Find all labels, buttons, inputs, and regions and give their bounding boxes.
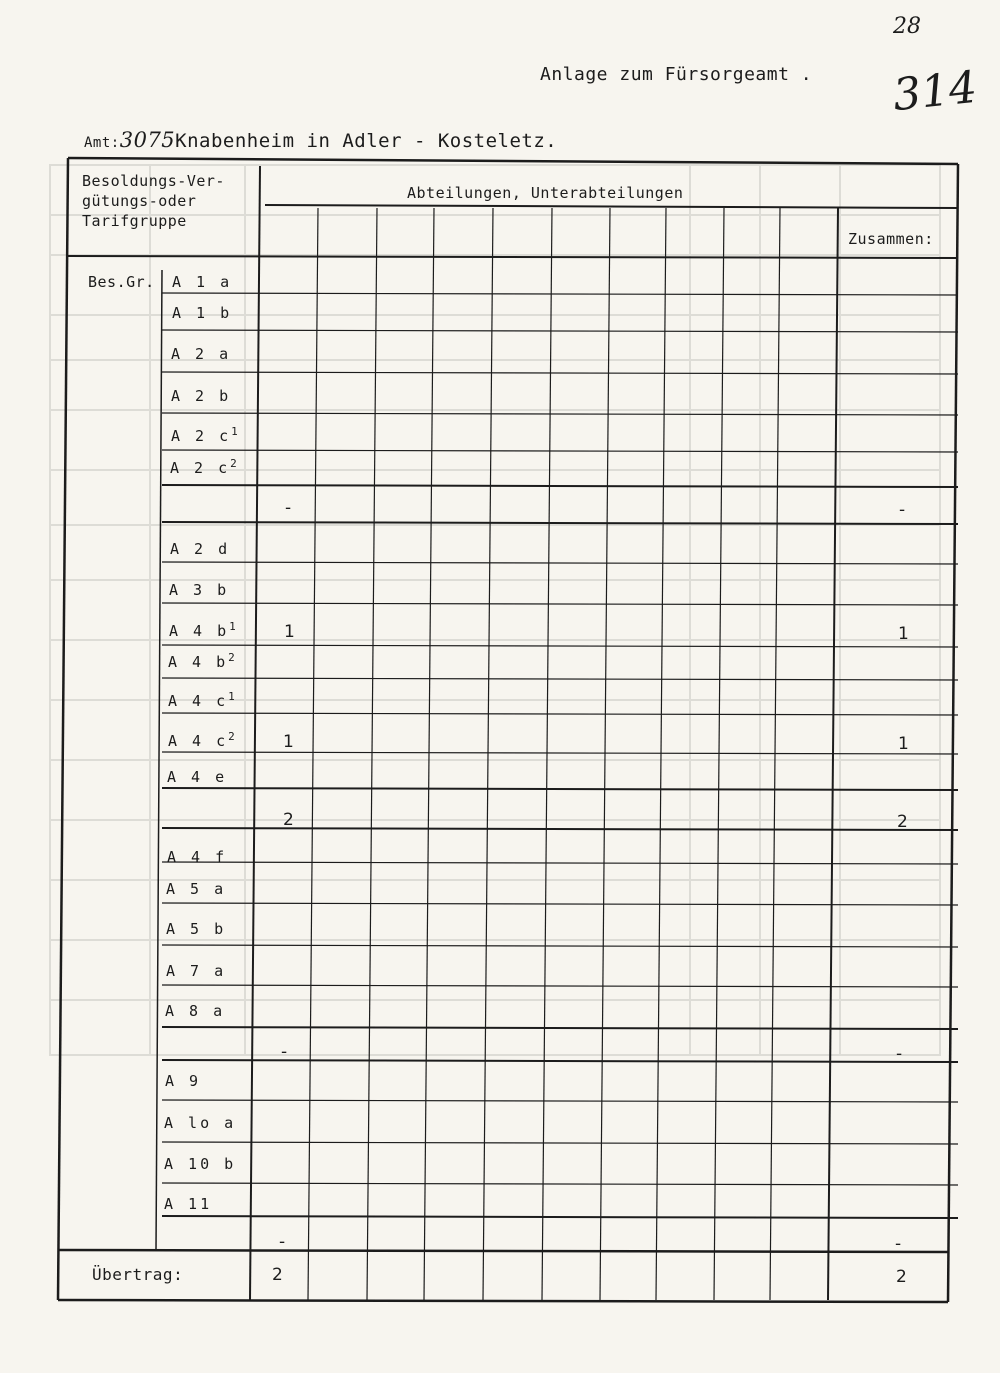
footer-total-value: 2 — [896, 1267, 907, 1287]
pay-group-label — [168, 690, 235, 710]
label-column-rule — [250, 166, 260, 1300]
pay-group-code: A 11 — [164, 1195, 213, 1213]
department-column-rule — [424, 208, 434, 1300]
pay-group-code: A 4 e — [167, 768, 228, 786]
amt-number: 3075 — [119, 128, 176, 152]
pay-group-code: A 10 b — [164, 1155, 237, 1173]
table-row-rule — [162, 678, 958, 680]
table-row-rule — [162, 1183, 958, 1185]
table-row-rule — [162, 1100, 958, 1102]
outer-border-left — [58, 158, 68, 1300]
header-total: Zusammen: — [848, 230, 934, 248]
pay-group-superscript: 1 — [229, 620, 236, 633]
first-department-value: - — [285, 498, 292, 518]
total-value: 2 — [897, 812, 908, 832]
total-value: - — [895, 1234, 902, 1254]
pay-group-code: A 2 b — [171, 387, 232, 405]
total-value: 1 — [898, 624, 909, 644]
table-row-rule — [162, 945, 958, 947]
department-column-rule — [483, 208, 493, 1300]
table-row-rule — [162, 485, 958, 487]
table-row-rule — [162, 862, 958, 864]
table-row-rule — [162, 372, 958, 374]
pay-group-label — [165, 1072, 201, 1090]
pay-group-code: A 4 b — [168, 653, 229, 671]
pay-group-code: A 5 a — [166, 880, 227, 898]
table-row-rule — [162, 562, 958, 564]
pay-group-code: A 2 d — [170, 540, 231, 558]
pay-group-label — [164, 1155, 236, 1173]
pay-group-superscript: 1 — [231, 425, 238, 438]
pay-group-label — [169, 620, 236, 640]
total-value: - — [899, 500, 906, 520]
table-row-rule — [162, 1142, 958, 1144]
table-row-rule — [162, 603, 958, 605]
footer-rule — [59, 1250, 949, 1252]
header-rule-abt — [265, 205, 958, 208]
footer-label: Übertrag: — [92, 1265, 184, 1284]
pay-group-label — [168, 651, 235, 671]
header-departments: Abteilungen, Unterabteilungen — [407, 184, 684, 202]
department-column-rule — [600, 208, 610, 1300]
pay-group-code: A 4 c — [168, 732, 229, 750]
group-label: Bes.Gr. — [88, 273, 155, 291]
pay-group-code: A 7 a — [166, 962, 227, 980]
total-value: - — [896, 1044, 903, 1064]
pay-group-label — [172, 304, 232, 322]
pay-group-label — [164, 1195, 212, 1213]
page-number: 28 — [893, 14, 921, 39]
amt-prefix: Amt: — [84, 135, 120, 151]
pay-group-code: A 4 c — [168, 692, 229, 710]
pay-group-superscript: 2 — [230, 457, 237, 470]
department-column-rule — [367, 208, 377, 1300]
table-row-rule — [162, 1027, 958, 1029]
pay-group-code: A lo a — [164, 1114, 237, 1132]
table-row-rule — [162, 645, 958, 647]
first-department-value: - — [279, 1232, 286, 1252]
pay-group-superscript: 2 — [228, 651, 235, 664]
annex-title: Anlage zum Fürsorgeamt . — [540, 64, 813, 85]
pay-group-code: A 8 a — [165, 1002, 226, 1020]
table-row-rule — [162, 713, 958, 715]
pay-group-code: A 2 c — [170, 459, 231, 477]
pay-group-code: A 3 b — [169, 581, 230, 599]
office-line — [84, 128, 557, 152]
pay-group-label — [169, 581, 229, 599]
footer-first-value: 2 — [272, 1265, 283, 1285]
first-department-value: - — [281, 1042, 288, 1062]
pay-group-label — [166, 920, 226, 938]
department-column-rule — [542, 208, 552, 1300]
total-value: 1 — [898, 734, 909, 754]
pay-group-code: A 2 c — [171, 427, 232, 445]
outer-border-right — [948, 164, 958, 1302]
header-rule-bottom — [68, 256, 958, 258]
first-department-value: 1 — [283, 732, 294, 752]
pay-group-code: A 4 b — [169, 622, 230, 640]
pay-group-code: A 1 b — [172, 304, 233, 322]
pay-group-label — [167, 848, 227, 866]
pay-group-code: A 1 a — [172, 273, 233, 291]
pay-group-superscript: 1 — [228, 690, 235, 703]
table-row-rule — [162, 522, 958, 524]
pay-group-code: A 9 — [165, 1072, 202, 1090]
amt-name: Knabenheim in Adler - Kosteletz. — [175, 130, 558, 152]
pay-group-code: A 4 f — [167, 848, 228, 866]
archive-stamp: 314 — [890, 61, 980, 122]
header-pay-group: Besoldungs-Ver- gütungs-oder Tarifgruppe — [82, 172, 225, 230]
table-row-rule — [162, 293, 958, 295]
pay-group-label — [168, 730, 235, 750]
table-row-rule — [162, 330, 958, 332]
table-row-rule — [162, 1216, 958, 1218]
pay-group-label — [171, 345, 231, 363]
pay-group-label — [170, 540, 230, 558]
pay-group-label — [164, 1114, 236, 1132]
first-department-value: 1 — [284, 622, 295, 642]
table-row-rule — [162, 903, 958, 905]
first-department-value: 2 — [283, 810, 294, 830]
outer-border-bottom — [58, 1300, 948, 1302]
department-column-rule — [656, 208, 666, 1300]
table-row-rule — [162, 828, 958, 830]
table-row-rule — [162, 450, 958, 452]
pay-group-label — [171, 387, 231, 405]
pay-group-label — [166, 880, 226, 898]
table-row-rule — [162, 788, 958, 790]
group-column-rule — [156, 270, 162, 1250]
pay-group-label — [165, 1002, 225, 1020]
table-row-rule — [162, 985, 958, 987]
pay-group-label — [172, 273, 232, 291]
pay-group-label — [170, 457, 237, 477]
pay-group-label — [166, 962, 226, 980]
pay-group-code: A 2 a — [171, 345, 232, 363]
pay-group-label — [171, 425, 238, 445]
pay-group-superscript: 2 — [228, 730, 235, 743]
table-row-rule — [162, 752, 958, 754]
table-row-rule — [162, 413, 958, 415]
outer-border-top — [68, 158, 958, 164]
pay-group-code: A 5 b — [166, 920, 227, 938]
pay-group-label — [167, 768, 227, 786]
